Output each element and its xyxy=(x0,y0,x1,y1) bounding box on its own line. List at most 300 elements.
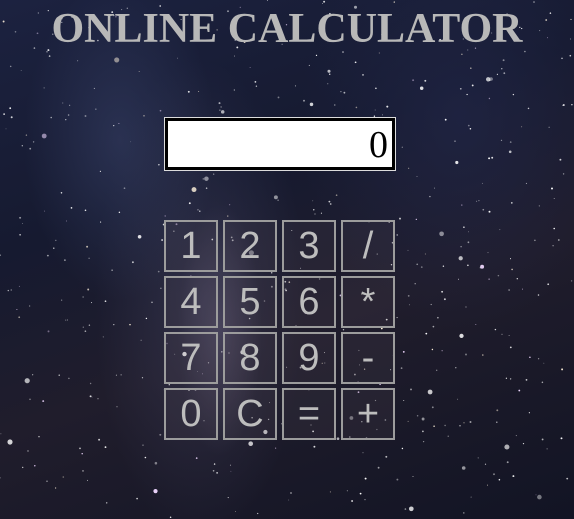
key-2[interactable]: 2 xyxy=(223,220,277,272)
star xyxy=(432,406,434,408)
star xyxy=(482,183,483,184)
star xyxy=(61,300,62,301)
star xyxy=(503,72,505,74)
star xyxy=(538,358,539,359)
key-multiply[interactable]: * xyxy=(341,276,395,328)
star xyxy=(434,188,435,189)
star xyxy=(88,258,89,259)
star xyxy=(312,200,313,201)
star xyxy=(433,326,435,328)
star xyxy=(118,123,119,124)
star xyxy=(257,513,258,514)
star xyxy=(47,255,49,257)
star xyxy=(21,70,22,71)
star xyxy=(397,317,398,318)
star xyxy=(199,211,200,212)
star xyxy=(536,495,537,496)
star xyxy=(83,296,84,297)
star xyxy=(422,418,425,421)
star xyxy=(87,480,88,481)
star xyxy=(501,334,502,335)
star xyxy=(433,425,435,427)
star xyxy=(478,200,479,201)
star xyxy=(561,368,563,370)
star xyxy=(489,211,491,213)
star xyxy=(547,448,548,449)
star xyxy=(3,113,5,115)
star xyxy=(431,304,432,305)
star xyxy=(501,68,502,69)
star xyxy=(487,485,488,486)
star xyxy=(79,447,81,449)
star xyxy=(32,374,33,375)
star xyxy=(26,134,27,135)
star xyxy=(471,497,472,498)
star xyxy=(33,141,34,142)
star xyxy=(337,437,340,440)
star xyxy=(65,320,66,321)
star xyxy=(61,192,63,194)
star xyxy=(486,77,490,81)
star xyxy=(386,106,388,108)
star xyxy=(90,395,92,397)
star xyxy=(436,370,437,371)
star xyxy=(441,291,443,293)
star xyxy=(422,431,424,433)
star xyxy=(396,234,397,235)
star xyxy=(416,263,418,265)
star xyxy=(476,201,477,202)
star xyxy=(92,397,93,398)
star xyxy=(62,103,63,104)
star xyxy=(53,248,54,249)
star xyxy=(510,378,511,379)
star xyxy=(468,241,470,243)
star xyxy=(90,383,91,384)
star xyxy=(310,103,313,106)
star xyxy=(69,105,70,106)
star xyxy=(16,309,17,310)
star xyxy=(351,500,353,502)
star xyxy=(466,94,467,95)
star xyxy=(160,110,162,112)
star xyxy=(489,98,490,99)
star xyxy=(417,176,418,177)
star xyxy=(327,83,328,84)
star xyxy=(10,66,12,68)
star xyxy=(408,421,409,422)
star xyxy=(558,239,560,241)
star xyxy=(328,201,330,203)
star xyxy=(19,217,21,219)
star xyxy=(356,107,358,109)
star xyxy=(234,56,235,57)
star xyxy=(129,324,131,326)
star xyxy=(499,229,500,230)
star xyxy=(355,61,357,63)
star xyxy=(470,128,472,130)
star xyxy=(470,421,472,423)
star xyxy=(462,466,466,470)
star xyxy=(463,422,464,423)
star xyxy=(511,269,513,271)
star xyxy=(228,497,229,498)
star xyxy=(113,125,114,126)
star xyxy=(29,148,31,150)
star xyxy=(85,330,87,332)
star xyxy=(8,290,9,291)
star xyxy=(18,316,20,318)
star xyxy=(50,117,52,119)
star xyxy=(288,500,289,501)
star xyxy=(454,140,456,142)
star xyxy=(410,388,412,390)
star xyxy=(460,88,462,90)
star xyxy=(229,204,230,205)
star xyxy=(67,320,68,321)
star xyxy=(130,141,131,142)
star xyxy=(315,214,316,215)
star xyxy=(321,213,322,214)
star xyxy=(496,409,498,411)
star xyxy=(59,375,60,376)
star xyxy=(316,55,317,56)
star xyxy=(197,209,198,210)
star xyxy=(164,215,165,216)
star xyxy=(409,506,414,511)
star xyxy=(9,107,11,109)
star xyxy=(0,254,1,256)
star xyxy=(526,379,528,381)
star xyxy=(161,239,163,241)
star xyxy=(158,271,160,273)
star xyxy=(340,91,341,92)
star xyxy=(455,367,456,368)
star xyxy=(378,467,380,469)
star xyxy=(48,330,50,332)
star xyxy=(444,298,446,300)
star xyxy=(475,324,476,325)
star xyxy=(105,300,107,302)
star xyxy=(485,464,486,465)
star xyxy=(106,502,107,503)
star xyxy=(86,246,88,248)
key-5[interactable]: 5 xyxy=(223,276,277,328)
key-6[interactable]: 6 xyxy=(282,276,336,328)
star xyxy=(385,456,387,458)
star xyxy=(552,245,553,246)
star xyxy=(509,150,512,153)
star xyxy=(85,210,87,212)
star xyxy=(83,327,84,328)
star xyxy=(463,512,465,514)
key-divide[interactable]: / xyxy=(341,220,395,272)
star xyxy=(124,187,126,189)
star xyxy=(230,465,231,466)
star xyxy=(255,81,257,83)
star xyxy=(46,481,47,482)
star xyxy=(405,508,407,510)
star xyxy=(85,115,87,117)
star xyxy=(98,439,100,441)
star xyxy=(221,110,225,114)
star xyxy=(230,471,231,472)
star xyxy=(203,178,205,180)
star xyxy=(425,253,426,254)
star xyxy=(248,441,253,446)
star xyxy=(571,280,572,281)
star xyxy=(214,463,215,464)
key-8[interactable]: 8 xyxy=(223,332,277,384)
star xyxy=(327,70,330,73)
star xyxy=(34,465,35,466)
star xyxy=(523,443,524,444)
star xyxy=(19,234,21,236)
star xyxy=(528,108,530,110)
star xyxy=(188,91,190,93)
star xyxy=(11,289,12,290)
star xyxy=(522,289,523,290)
star xyxy=(459,425,460,426)
star xyxy=(119,212,120,213)
star xyxy=(437,317,439,319)
star xyxy=(512,475,514,477)
star xyxy=(539,205,540,206)
star xyxy=(100,222,101,223)
key-1[interactable]: 1 xyxy=(164,220,218,272)
star xyxy=(468,231,469,232)
star xyxy=(482,354,484,356)
star xyxy=(416,219,417,220)
star xyxy=(423,441,424,442)
key-clear[interactable]: C xyxy=(223,388,277,440)
star xyxy=(537,495,542,500)
star xyxy=(196,457,198,459)
star xyxy=(153,489,157,493)
star xyxy=(458,279,459,280)
star xyxy=(467,264,469,266)
star xyxy=(235,511,236,512)
star xyxy=(267,0,268,1)
star xyxy=(139,71,140,72)
star xyxy=(420,87,423,90)
star xyxy=(81,453,82,454)
star xyxy=(295,85,296,86)
star xyxy=(403,400,404,401)
star xyxy=(408,168,409,169)
key-0[interactable]: 0 xyxy=(164,388,218,440)
key-4[interactable]: 4 xyxy=(164,276,218,328)
star xyxy=(330,491,331,492)
calculator-display: 0 xyxy=(165,118,395,170)
star xyxy=(22,145,23,146)
star xyxy=(394,1,395,2)
star xyxy=(329,73,330,74)
star xyxy=(382,114,383,115)
star xyxy=(97,398,98,399)
star xyxy=(529,412,530,413)
star xyxy=(303,100,305,102)
star xyxy=(448,436,449,437)
star xyxy=(142,445,143,446)
key-equals[interactable]: = xyxy=(282,388,336,440)
star xyxy=(553,228,555,230)
star xyxy=(509,335,510,336)
star xyxy=(136,498,138,500)
star xyxy=(204,176,209,181)
star xyxy=(542,438,544,440)
star xyxy=(7,439,12,444)
star xyxy=(6,129,7,130)
key-3[interactable]: 3 xyxy=(282,220,336,272)
star xyxy=(538,294,540,296)
star xyxy=(375,110,376,111)
star xyxy=(504,444,509,449)
star xyxy=(89,324,90,325)
star xyxy=(275,448,276,449)
star xyxy=(413,476,414,477)
star xyxy=(503,59,505,61)
star xyxy=(100,171,101,172)
star xyxy=(511,202,513,204)
star xyxy=(151,301,153,303)
star xyxy=(334,104,335,105)
star xyxy=(87,289,89,291)
star xyxy=(472,84,474,86)
star xyxy=(429,196,430,197)
star xyxy=(432,349,433,350)
star xyxy=(49,55,51,57)
star xyxy=(455,161,458,164)
star xyxy=(95,109,96,110)
star xyxy=(0,433,1,434)
star xyxy=(142,377,143,378)
star xyxy=(274,195,278,199)
star xyxy=(510,347,512,349)
star xyxy=(414,283,415,284)
star xyxy=(466,307,467,308)
star xyxy=(365,478,367,480)
star xyxy=(482,209,484,211)
star xyxy=(403,351,405,353)
star xyxy=(206,187,208,189)
star xyxy=(160,288,161,289)
star xyxy=(343,329,344,330)
star xyxy=(362,452,363,453)
star xyxy=(417,415,419,417)
star xyxy=(534,240,535,241)
star xyxy=(468,125,470,127)
star xyxy=(111,270,112,271)
star xyxy=(91,302,92,303)
star xyxy=(347,490,348,491)
star xyxy=(159,434,161,436)
star xyxy=(27,450,28,451)
star xyxy=(55,487,56,488)
star xyxy=(219,102,221,104)
star xyxy=(29,398,31,400)
star xyxy=(143,115,145,117)
star xyxy=(478,457,479,458)
star xyxy=(499,479,501,481)
star xyxy=(323,1,325,3)
star xyxy=(44,211,45,212)
star xyxy=(66,221,67,222)
star xyxy=(402,448,403,449)
star xyxy=(362,74,364,76)
star xyxy=(497,74,498,75)
star xyxy=(493,473,495,475)
star xyxy=(155,462,158,465)
star xyxy=(213,174,214,175)
star xyxy=(42,400,44,402)
star xyxy=(488,157,490,159)
star xyxy=(508,289,510,291)
star xyxy=(68,114,70,116)
star xyxy=(516,435,517,436)
star xyxy=(22,223,23,224)
star xyxy=(526,183,527,184)
star xyxy=(401,367,403,369)
key-subtract[interactable]: - xyxy=(341,332,395,384)
key-9[interactable]: 9 xyxy=(282,332,336,384)
star xyxy=(141,340,142,341)
star xyxy=(68,378,70,380)
star xyxy=(559,159,561,161)
star xyxy=(343,92,345,94)
star xyxy=(29,305,30,306)
star xyxy=(569,55,571,57)
star xyxy=(554,198,555,199)
star xyxy=(117,406,118,407)
star xyxy=(227,216,228,217)
star xyxy=(445,119,447,121)
star xyxy=(169,384,170,385)
star xyxy=(65,119,66,120)
star xyxy=(22,467,23,468)
star xyxy=(543,363,544,364)
star xyxy=(396,479,398,481)
star xyxy=(425,333,427,335)
star xyxy=(510,141,512,143)
star xyxy=(510,258,511,259)
star xyxy=(19,286,20,287)
star xyxy=(271,272,273,274)
star xyxy=(495,329,496,330)
star xyxy=(145,457,147,459)
star xyxy=(517,278,518,279)
star xyxy=(11,116,13,118)
star xyxy=(498,275,500,277)
star xyxy=(55,240,56,241)
key-7[interactable]: 7 xyxy=(164,332,218,384)
star xyxy=(189,202,191,204)
star xyxy=(547,283,549,285)
star xyxy=(42,134,47,139)
star xyxy=(488,278,489,279)
star xyxy=(521,126,522,127)
star xyxy=(105,446,107,448)
star xyxy=(506,378,507,379)
star xyxy=(408,250,409,251)
star xyxy=(250,67,251,68)
star xyxy=(488,252,489,253)
key-add[interactable]: + xyxy=(341,388,395,440)
star xyxy=(71,207,73,209)
star xyxy=(571,104,572,105)
star xyxy=(507,461,509,463)
star xyxy=(375,88,377,90)
